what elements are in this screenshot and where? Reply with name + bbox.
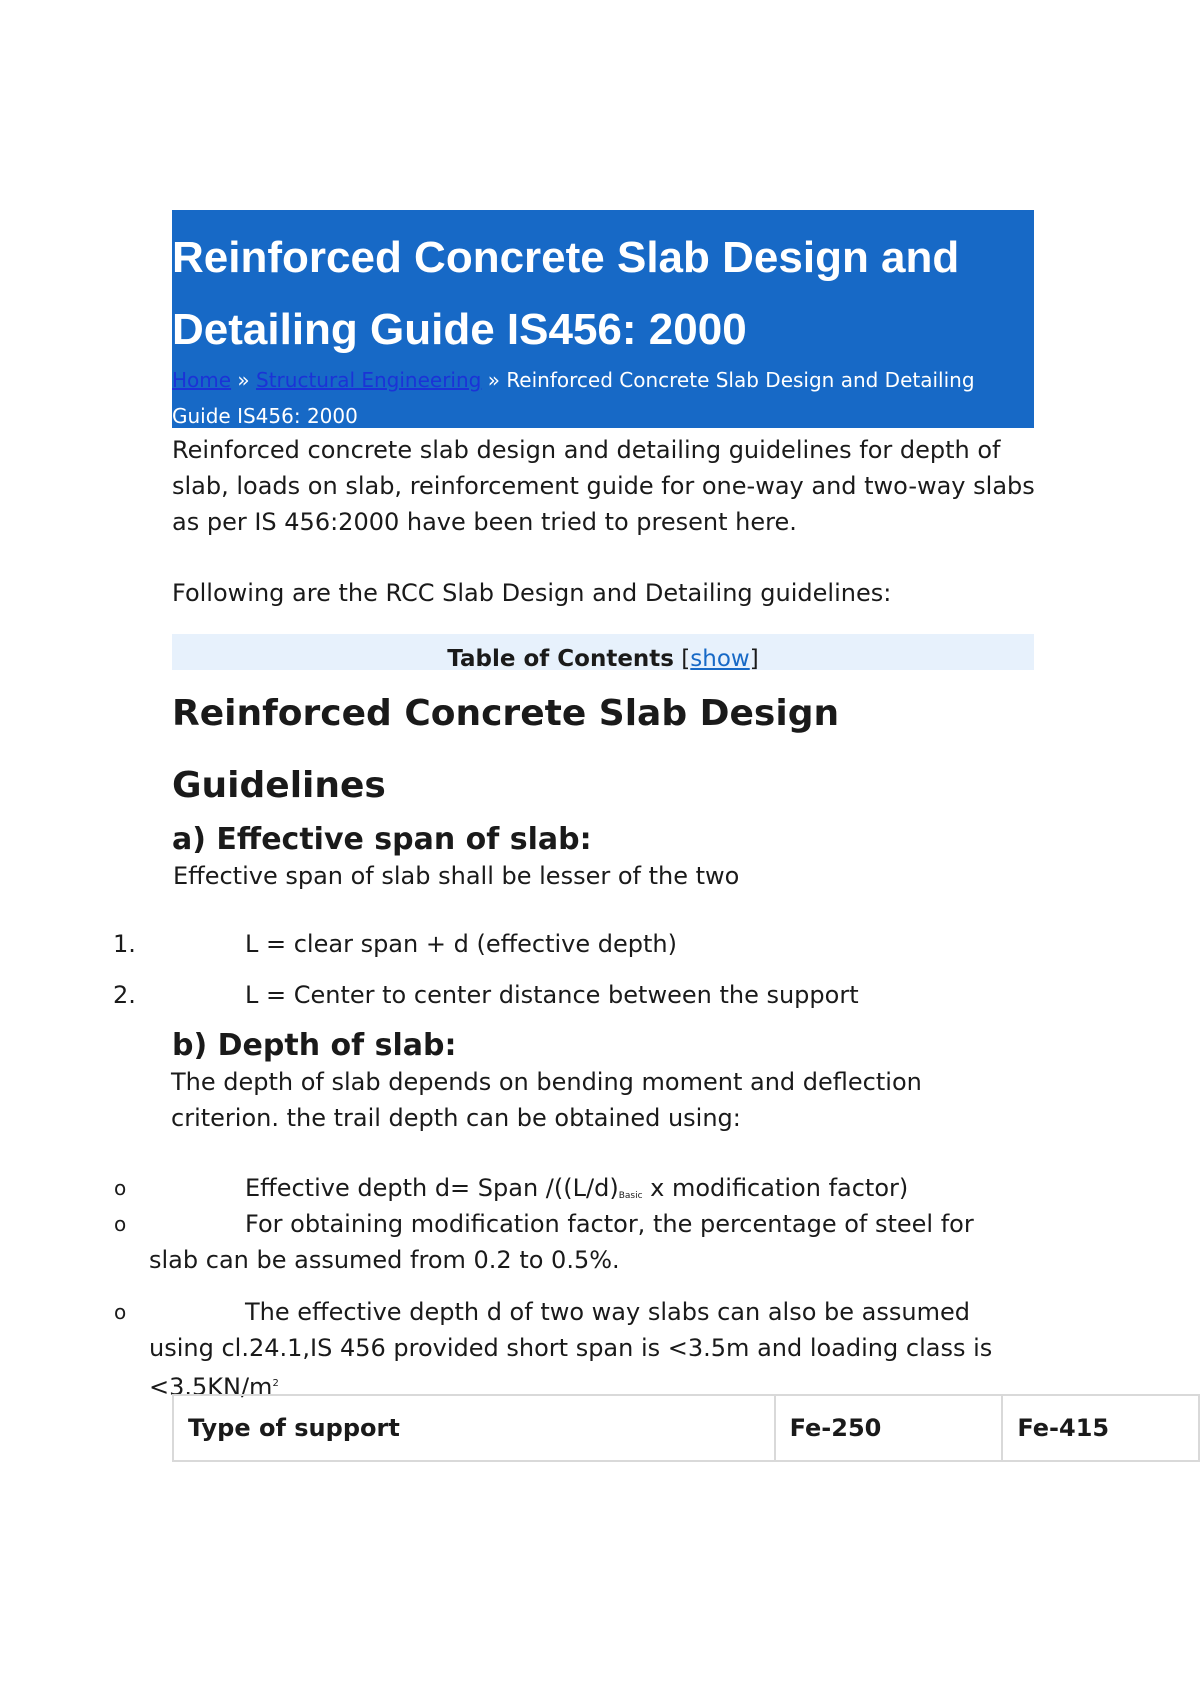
squared-superscript: 2 [272,1378,279,1389]
loading-class-value: <3.5KN/m [149,1373,273,1401]
table-header-cell: Type of support [173,1395,775,1461]
breadcrumb-home-link[interactable]: Home [172,368,232,392]
bullet-item-two-way-cont: using cl.24.1,IS 456 provided short span is <3.5m and loading class is [149,1334,993,1362]
bullet-item-modification-factor: For obtaining modification factor, the percentage of steel for [245,1210,974,1238]
breadcrumb-separator: » [481,368,507,392]
page-title-line2: Detailing Guide IS456: 2000 [172,305,747,354]
depth-heading: b) Depth of slab: [172,1028,457,1063]
basic-subscript: Basic [618,1191,643,1201]
support-table [172,1394,1200,1462]
table-of-contents [172,634,1034,670]
toc-bracket-close: ] [749,646,759,672]
depth-text-line1: The depth of slab depends on bending moment and deflection [171,1068,922,1096]
list-item: L = Center to center distance between the support [245,981,859,1009]
effective-depth-formula-end: x modification factor) [642,1174,909,1202]
page-title [172,222,1034,366]
toc-show-link[interactable]: show [690,646,750,672]
page-title-line1: Reinforced Concrete Slab Design and [172,233,960,282]
table-row [173,1395,1199,1461]
list-item: L = clear span + d (effective depth) [245,930,677,958]
bullet-item-two-way: The effective depth d of two way slabs can also be assumed [245,1298,970,1326]
table-header-cell: Fe-250 [775,1395,1003,1461]
toc-title: Table of Contents [447,646,674,672]
intro-paragraph: Reinforced concrete slab design and detailing guidelines for depth of slab, loads on slab, reinforcement guide for one-way and two-way slabs as per IS 456:2000 have been tried to present here. [172,436,1035,536]
breadcrumb-separator: » [231,368,257,392]
section-heading [172,678,1034,822]
list-item-number: 2. [113,981,136,1009]
table-header-cell: Fe-415 [1002,1395,1199,1461]
section-heading-line1: Reinforced Concrete Slab Design [172,693,840,734]
depth-text-line2: criterion. the trail depth can be obtained using: [171,1104,741,1132]
breadcrumb [172,362,1017,434]
bullet-icon: o [114,1212,127,1236]
breadcrumb-category-link[interactable]: Structural Engineering [256,368,482,392]
intro-following: Following are the RCC Slab Design and Detailing guidelines: [172,579,892,607]
effective-span-text: Effective span of slab shall be lesser of the two [173,862,740,890]
effective-depth-formula: Effective depth d= Span /((L/d) [245,1174,619,1202]
breadcrumb-current: Reinforced Concrete Slab Design and Detailing Guide IS456: 2000 [172,368,975,428]
toc-bracket-open: [ [674,646,691,672]
effective-span-heading: a) Effective span of slab: [172,822,592,857]
bullet-item-modification-factor-cont: slab can be assumed from 0.2 to 0.5%. [149,1246,620,1274]
section-heading-line2: Guidelines [172,765,386,806]
bullet-icon: o [114,1300,127,1324]
bullet-icon: o [114,1176,127,1200]
list-item-number: 1. [113,930,136,958]
